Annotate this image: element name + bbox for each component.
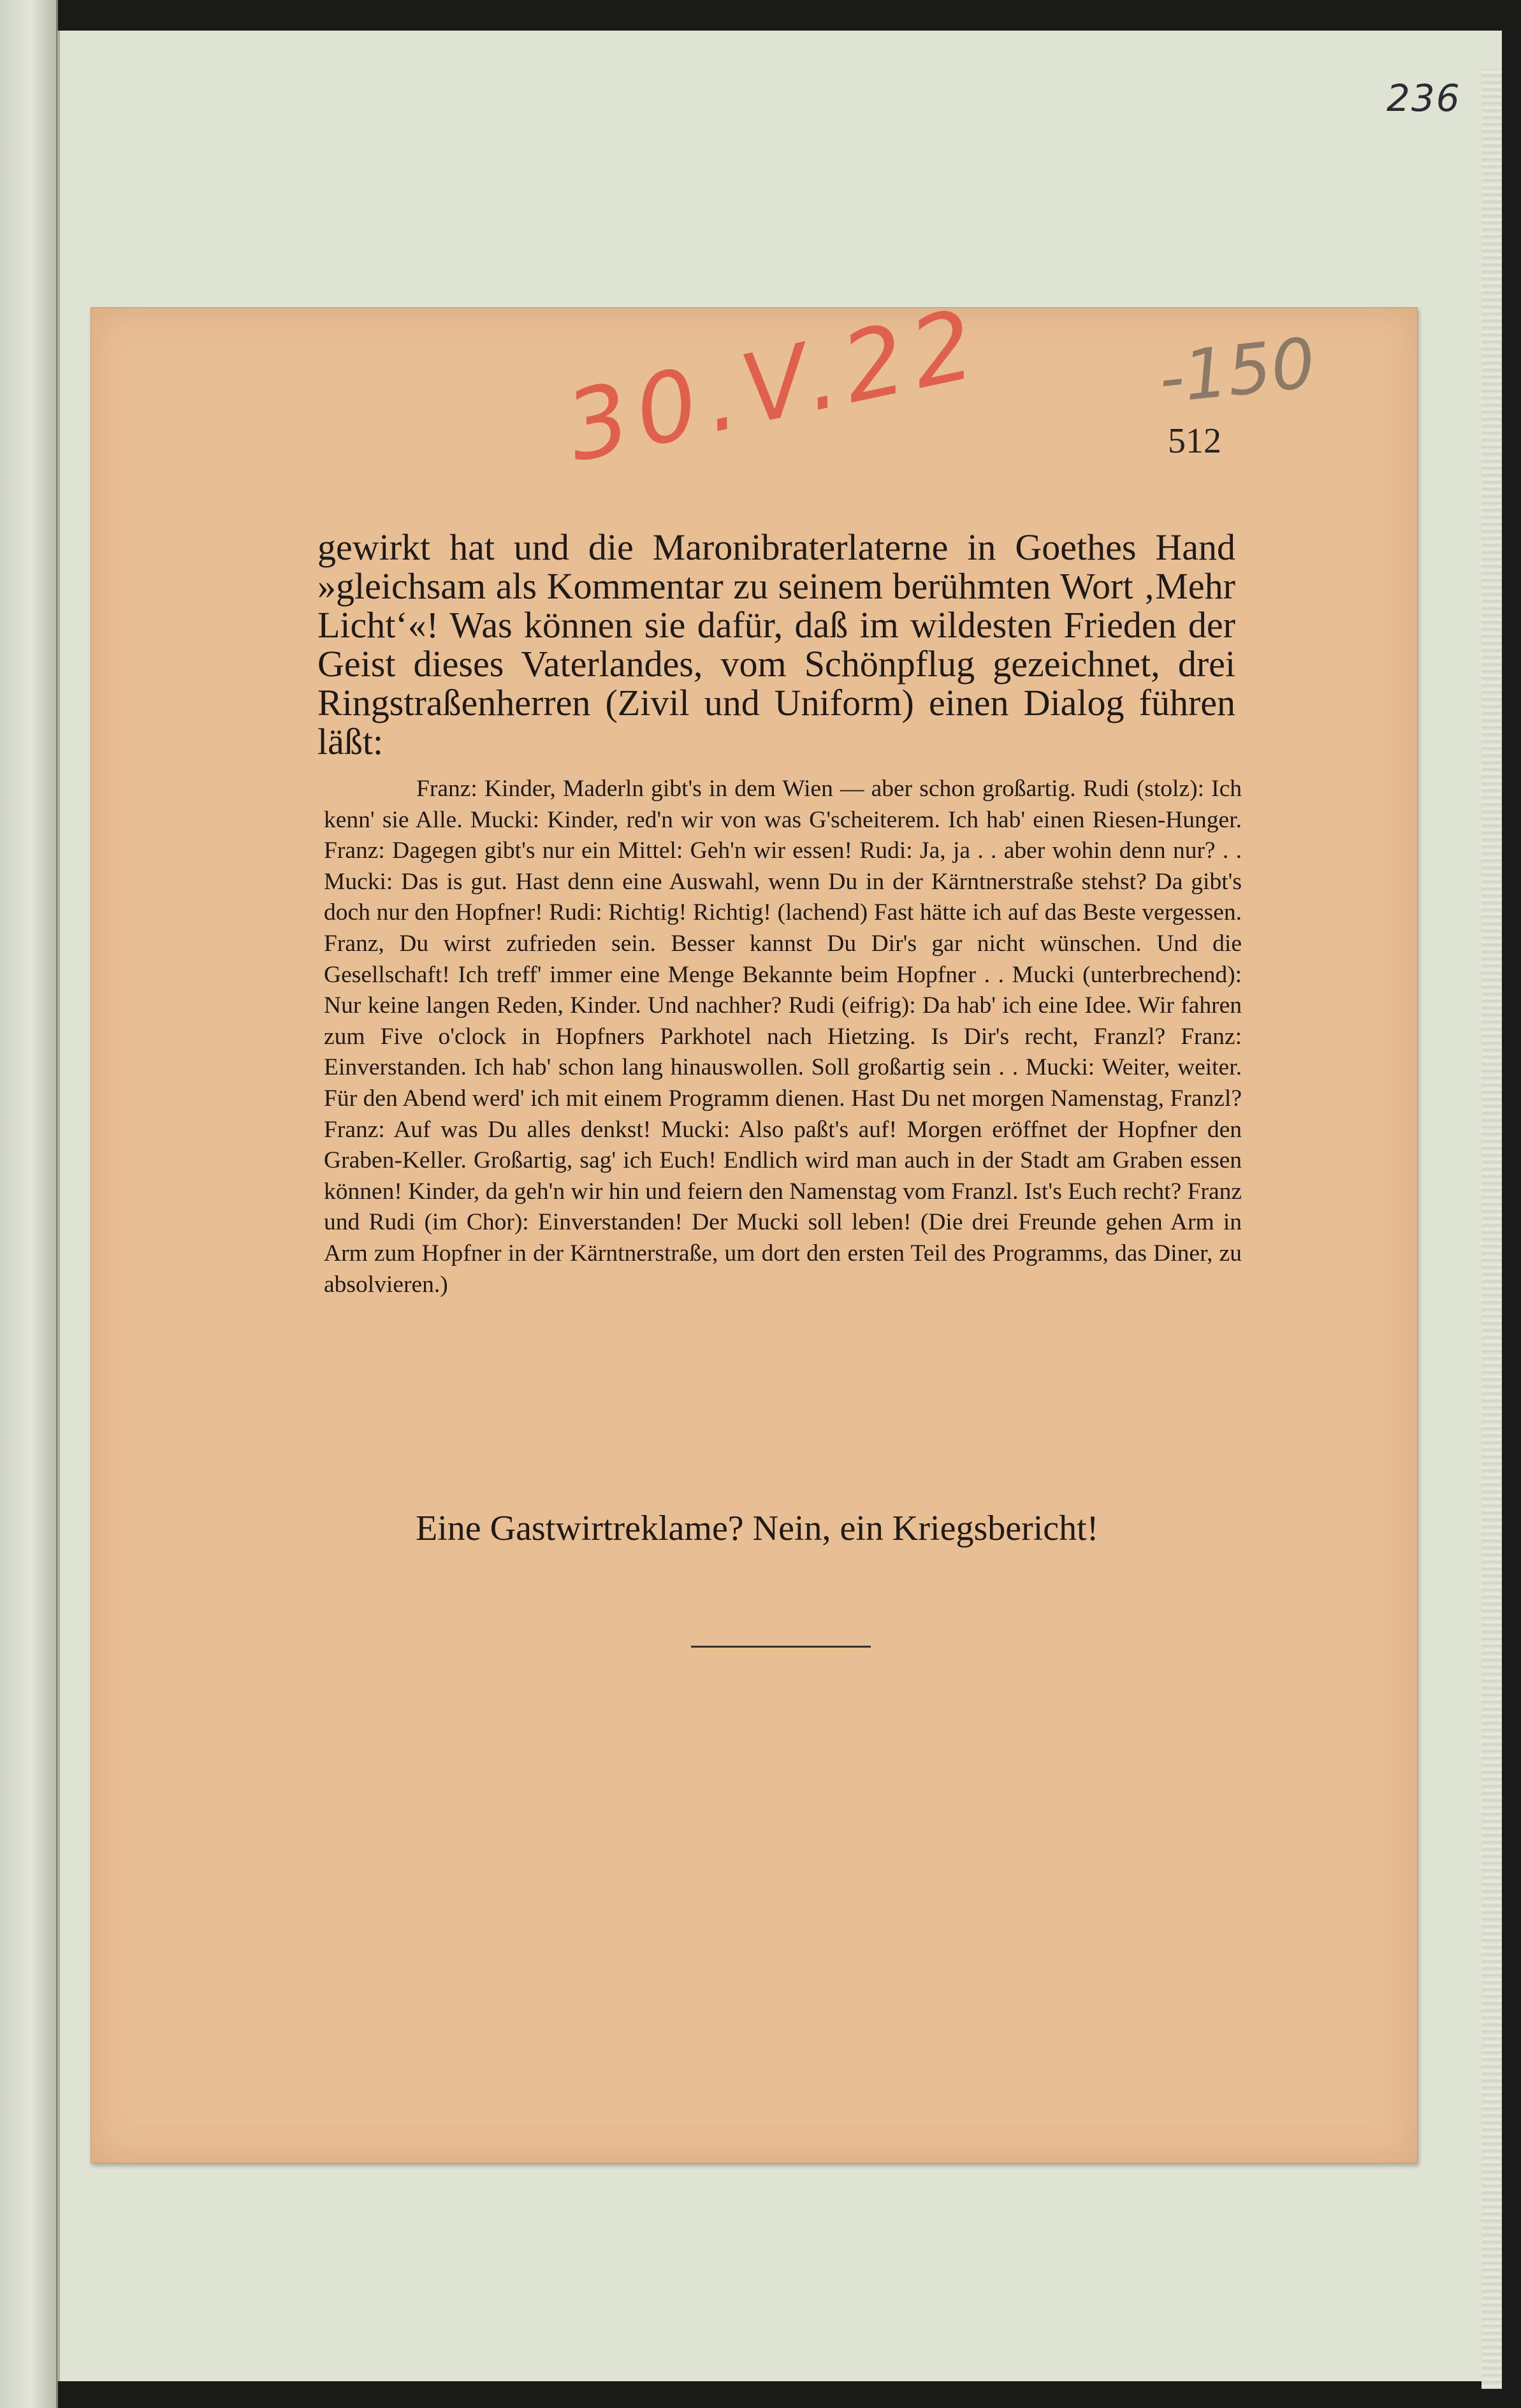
section-divider (691, 1646, 871, 1648)
intro-paragraph: gewirkt hat und die Maronibraterlaterne in Goethes Hand »gleichsam als Kommentar zu seinem berühmten Wort ‚Mehr Licht‘«! Was können sie dafür, daß im wildesten Frieden der Geist dieses Vaterlandes, vom Schönpflug gezeichnet, drei Ringstraßenherren (Zivil und Uniform) einen Dialog führen läßt: (317, 526, 1235, 762)
dialog-paragraph: Franz: Kinder, Maderln gibt's in dem Wien — aber schon großartig. Rudi (stolz): Ich kenn' sie Alle. Mucki: Kinder, red'n wir von was G'scheiterem. Ich hab' einen Riesen-Hunger. Franz: Dagegen gibt's nur ein Mittel: Geh'n wir essen! Rudi: Ja, ja . . aber wohin denn nur? . . Mucki: Das is gut. Hast denn eine Auswahl, wenn Du in der Kärntnerstraße stehst? Da gibt's doch nur den Hopfner! Rudi: Richtig! Richtig! (lachend) Fast hätte ich auf das Beste vergessen. Franz, Du wirst zufrieden sein. Besser kannst Du Dir's gar nicht wünschen. Und die Gesellschaft! Ich treff' immer eine Menge Bekannte beim Hopfner . . Mucki (unterbrechend): Nur keine langen Reden, Kinder. Und nachher? Rudi (eifrig): Da hab' ich eine Idee. Wir fahren zum Five o'clock in Hopfners Parkhotel nach Hietzing. Is Dir's recht, Franzl? Franz: Einverstanden. Ich hab' schon lang hinauswollen. Soll großartig sein . . Mucki: Weiter, weiter. Für den Abend werd' ich mit einem Programm dienen. Hast Du net morgen Namenstag, Franzl? Franz: Auf was Du alles denkst! Mucki: Also paßt's auf! Morgen eröffnet der Hopfner den Graben-Keller. Großartig, sag' ich Euch! Endlich wird man auch in der Stadt am Graben essen können! Kinder, da geh'n wir hin und feiern den Namenstag vom Franzl. Ist's Euch recht? Franz und Rudi (im Chor): Einverstanden! Der Mucki soll leben! (Die drei Freunde gehen Arm in Arm zum Hopfner in der Kärntnerstraße, um dort den ersten Teil des Programms, das Diner, zu absolvieren.) (324, 776, 1242, 1298)
closing-line: Eine Gastwirtreklame? Nein, ein Kriegsbericht! (416, 1509, 1099, 1548)
album-binding-edge (0, 0, 58, 2408)
folio-number: 236 (1386, 76, 1461, 120)
handwritten-date: 30.V.22 (557, 287, 993, 484)
page-number: 512 (1168, 421, 1221, 461)
pencil-note: -150 (1155, 323, 1319, 419)
page-edge (1481, 69, 1502, 2389)
